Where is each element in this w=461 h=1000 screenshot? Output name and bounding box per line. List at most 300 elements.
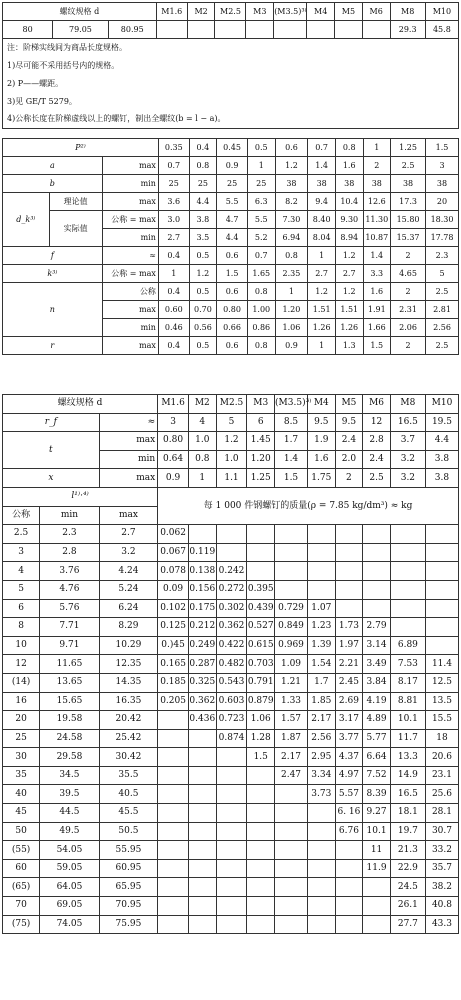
mass-cell: 7.53 — [390, 655, 425, 674]
value-cell: 1.5 — [275, 469, 308, 488]
value-cell: 0.9 — [217, 157, 248, 175]
value-cell: 6.94 — [275, 229, 308, 247]
length-cell: 44.5 — [40, 804, 100, 823]
mass-cell — [158, 748, 189, 767]
param-qualifier: max — [102, 193, 158, 211]
length-cell: 8 — [3, 618, 40, 637]
value-cell: 1.26 — [308, 319, 336, 337]
value-cell: 0.6 — [275, 139, 308, 157]
length-cell: 12 — [3, 655, 40, 674]
param-qualifier: max — [102, 337, 158, 355]
mass-cell: 0.527 — [247, 618, 275, 637]
length-header: l¹⁾·⁴⁾ — [3, 487, 158, 506]
mass-cell — [158, 804, 189, 823]
value-cell: 1 — [308, 247, 336, 265]
mass-cell — [307, 915, 335, 934]
mass-cell — [188, 525, 216, 544]
mass-cell: 13.3 — [390, 748, 425, 767]
value-cell: 8.40 — [308, 211, 336, 229]
mass-cell: 0.102 — [158, 599, 189, 618]
mass-cell: 6. 16 — [335, 804, 363, 823]
mass-cell — [216, 543, 247, 562]
value-cell: 1.1 — [216, 469, 247, 488]
mass-cell: 23.1 — [425, 766, 458, 785]
mass-cell — [335, 525, 363, 544]
mass-cell: 1.28 — [247, 729, 275, 748]
length-cell: 35.5 — [99, 766, 157, 785]
mass-cell: 22.9 — [390, 859, 425, 878]
mass-cell: 25.6 — [425, 785, 458, 804]
mass-cell — [307, 562, 335, 581]
length-cell: 20.42 — [99, 711, 157, 730]
mass-cell: 2.47 — [275, 766, 308, 785]
length-cell: 74.05 — [40, 915, 100, 934]
mass-cell: 0.09 — [158, 580, 189, 599]
length-cell: 50 — [3, 822, 40, 841]
mass-cell — [275, 878, 308, 897]
mass-cell: 14.9 — [390, 766, 425, 785]
table-row — [3, 175, 459, 193]
mass-cell: 0.874 — [216, 729, 247, 748]
size-header: M10 — [425, 395, 458, 414]
value-cell: 1.00 — [247, 301, 275, 319]
param-qualifier: 公称 = max — [102, 211, 158, 229]
value-cell: 9.5 — [307, 413, 335, 432]
mass-cell — [216, 897, 247, 916]
value-cell: 25 — [189, 175, 217, 193]
length-cell: 34.5 — [40, 766, 100, 785]
table-row — [3, 432, 459, 451]
mass-cell: 18.1 — [390, 804, 425, 823]
mass-cell: 0.362 — [216, 618, 247, 637]
mass-cell — [363, 543, 391, 562]
value-cell: 0.5 — [247, 139, 275, 157]
value-cell: 38 — [335, 175, 363, 193]
mass-cell: 2.17 — [307, 711, 335, 730]
mass-cell — [307, 543, 335, 562]
table-row — [3, 157, 459, 175]
length-cell: 40 — [3, 785, 40, 804]
mass-cell: 0.067 — [158, 543, 189, 562]
value-cell: 1.6 — [335, 157, 363, 175]
mass-cell — [216, 915, 247, 934]
length-cell: 5 — [3, 580, 40, 599]
table-row — [3, 525, 459, 544]
mass-cell: 0.969 — [275, 636, 308, 655]
length-cell: 3.2 — [99, 543, 157, 562]
value-cell: 25 — [247, 175, 275, 193]
length-cell: 25.42 — [99, 729, 157, 748]
mass-cell — [335, 878, 363, 897]
length-cell: (75) — [3, 915, 40, 934]
value-cell: 3.0 — [158, 211, 189, 229]
value-cell: 2.81 — [426, 301, 459, 319]
mass-cell — [307, 525, 335, 544]
mass-cell: 0.395 — [247, 580, 275, 599]
table-row — [3, 785, 459, 804]
note-text: 注：阶梯实线间为商品长度规格。 — [3, 39, 459, 57]
mass-cell: 11 — [363, 841, 391, 860]
mass-cell — [275, 525, 308, 544]
value-cell: 1.4 — [275, 450, 308, 469]
param-label: d_k³⁾ — [3, 193, 50, 247]
value-cell: 0.4 — [158, 337, 189, 355]
thread-size-header: 螺纹规格 d — [3, 3, 157, 21]
value-cell: 25 — [158, 175, 189, 193]
mass-cell: 1.87 — [275, 729, 308, 748]
mass-cell: 43.3 — [425, 915, 458, 934]
value-cell: 2.56 — [426, 319, 459, 337]
value-cell: 3.8 — [425, 469, 458, 488]
value-cell: 1.2 — [275, 157, 308, 175]
length-cell: 3.76 — [40, 562, 100, 581]
mass-cell — [158, 711, 189, 730]
value-cell: 1.4 — [308, 157, 336, 175]
mass-cell — [307, 841, 335, 860]
mass-cell: 0.125 — [158, 618, 189, 637]
size-header: (M3.5)³⁾ — [275, 395, 308, 414]
mass-cell: 0.791 — [247, 673, 275, 692]
value-cell: 1 — [363, 139, 391, 157]
value-cell: 0.5 — [189, 337, 217, 355]
mass-cell — [390, 618, 425, 637]
mass-cell — [275, 785, 308, 804]
length-cell: 45 — [3, 804, 40, 823]
mass-cell — [390, 525, 425, 544]
value-cell: 2.4 — [363, 450, 391, 469]
mass-cell: 11.9 — [363, 859, 391, 878]
value-cell: 1.0 — [188, 432, 216, 451]
table-row: 80 79.05 80.95 29.3 45.8 — [3, 21, 459, 39]
mass-cell: 0.325 — [188, 673, 216, 692]
mass-cell: 0.729 — [275, 599, 308, 618]
mass-cell: 1.85 — [307, 692, 335, 711]
mass-cell — [425, 543, 458, 562]
mass-cell: 13.5 — [425, 692, 458, 711]
table-row — [3, 469, 459, 488]
length-cell: 10 — [3, 636, 40, 655]
value-cell: 2.5 — [363, 469, 391, 488]
mass-cell: 4.19 — [363, 692, 391, 711]
mass-cell — [275, 859, 308, 878]
length-cell: 2.5 — [3, 525, 40, 544]
length-cell: 5.76 — [40, 599, 100, 618]
table-row — [3, 729, 459, 748]
value-cell: 2 — [363, 157, 391, 175]
value-cell: 1.6 — [363, 283, 391, 301]
value-cell: 38 — [308, 175, 336, 193]
length-cell: 55.95 — [99, 841, 157, 860]
length-cell: 69.05 — [40, 897, 100, 916]
mass-cell: 28.1 — [425, 804, 458, 823]
value-cell: 9.5 — [335, 413, 363, 432]
mass-cell — [247, 562, 275, 581]
mass-cell — [158, 878, 189, 897]
value-cell: 0.8 — [189, 157, 217, 175]
table-row — [3, 748, 459, 767]
length-cell: 4 — [3, 562, 40, 581]
size-header: M4 — [307, 395, 335, 414]
mass-cell: 7.52 — [363, 766, 391, 785]
value-cell: 5.5 — [247, 211, 275, 229]
mass-title: 每 1 000 件钢螺钉的质量(ρ = 7.85 kg/dm³) ≈ kg — [158, 487, 459, 524]
value-cell: 2.31 — [391, 301, 426, 319]
value-cell: 1.5 — [426, 139, 459, 157]
value-cell: 3.2 — [390, 469, 425, 488]
mass-cell — [158, 915, 189, 934]
value-cell: 1 — [247, 157, 275, 175]
mass-cell — [188, 822, 216, 841]
length-subheader: max — [99, 506, 157, 525]
value-cell: 20 — [426, 193, 459, 211]
mass-cell — [275, 543, 308, 562]
mass-cell: 15.5 — [425, 711, 458, 730]
value-cell: 1.9 — [307, 432, 335, 451]
mass-cell: 10.1 — [363, 822, 391, 841]
value-cell: 1.25 — [391, 139, 426, 157]
param-label: a — [3, 157, 103, 175]
mass-cell: 10.1 — [390, 711, 425, 730]
size-header: M2 — [187, 3, 215, 21]
size-header: M5 — [335, 3, 363, 21]
size-header: M1.6 — [156, 3, 187, 21]
mass-cell: 0.439 — [247, 599, 275, 618]
value-cell: 1.5 — [363, 337, 391, 355]
mass-cell — [390, 562, 425, 581]
value-cell: 0.8 — [247, 337, 275, 355]
mass-cell: 2.95 — [307, 748, 335, 767]
value-cell: 0.4 — [158, 283, 189, 301]
table-row — [3, 580, 459, 599]
length-cell: 3 — [3, 543, 40, 562]
value-cell: 0.86 — [247, 319, 275, 337]
value-cell: 2.8 — [363, 432, 391, 451]
length-cell: 14.35 — [99, 673, 157, 692]
size-header: M4 — [307, 3, 335, 21]
mass-cell — [307, 580, 335, 599]
value-cell: 0.6 — [217, 283, 248, 301]
value-cell: 4.4 — [425, 432, 458, 451]
mass-cell: 11.7 — [390, 729, 425, 748]
mass-cell: 2.56 — [307, 729, 335, 748]
value-cell: 1.26 — [335, 319, 363, 337]
value-cell: 4.65 — [391, 265, 426, 283]
length-cell: 24.58 — [40, 729, 100, 748]
param-label: n — [3, 283, 103, 337]
mass-cell — [216, 766, 247, 785]
mass-cell: 0.436 — [188, 711, 216, 730]
mass-cell — [158, 729, 189, 748]
mass-cell: 1.07 — [307, 599, 335, 618]
length-cell: 54.05 — [40, 841, 100, 860]
mass-cell — [307, 878, 335, 897]
size-header: M6 — [363, 395, 391, 414]
mass-cell — [188, 859, 216, 878]
value-cell: 12.6 — [363, 193, 391, 211]
mass-cell: 11.4 — [425, 655, 458, 674]
value-cell: 0.56 — [189, 319, 217, 337]
mass-cell: 24.5 — [390, 878, 425, 897]
length-cell: (55) — [3, 841, 40, 860]
mass-cell: 3.49 — [363, 655, 391, 674]
param-qualifier: 公称 = max — [102, 265, 158, 283]
mass-cell: 33.2 — [425, 841, 458, 860]
mass-cell: 5.57 — [335, 785, 363, 804]
length-cell: 50.5 — [99, 822, 157, 841]
mass-cell — [307, 859, 335, 878]
mass-cell: 4.97 — [335, 766, 363, 785]
mass-cell: 4.37 — [335, 748, 363, 767]
length-cell: 60 — [3, 859, 40, 878]
value-cell: 1.2 — [335, 247, 363, 265]
mass-cell — [188, 785, 216, 804]
value-cell: 4.4 — [217, 229, 248, 247]
value-cell: 5 — [216, 413, 247, 432]
value-cell: 2.5 — [426, 337, 459, 355]
value-cell: 0.4 — [158, 247, 189, 265]
table-row — [3, 636, 459, 655]
mass-cell — [425, 618, 458, 637]
mass-cell: 2.79 — [363, 618, 391, 637]
value-cell: 2.4 — [335, 432, 363, 451]
length-cell: 6 — [3, 599, 40, 618]
value-cell: 3.2 — [390, 450, 425, 469]
table-row — [3, 211, 459, 229]
mass-cell: 0.603 — [216, 692, 247, 711]
value-cell: 0.7 — [247, 247, 275, 265]
table-row — [3, 766, 459, 785]
mass-cell — [363, 878, 391, 897]
mass-cell: 2.69 — [335, 692, 363, 711]
value-cell: 2 — [335, 469, 363, 488]
length-cell: 9.71 — [40, 636, 100, 655]
mass-cell: 0.205 — [158, 692, 189, 711]
param-sublabel: 理论值 — [49, 193, 102, 211]
length-cell: 2.7 — [99, 525, 157, 544]
mass-cell — [247, 785, 275, 804]
mass-cell — [188, 766, 216, 785]
mass-cell: 19.7 — [390, 822, 425, 841]
mass-cell: 1.33 — [275, 692, 308, 711]
value-cell: 6 — [247, 413, 275, 432]
param-qualifier: max — [99, 469, 157, 488]
value-cell: 0.8 — [335, 139, 363, 157]
length-cell: 4.24 — [99, 562, 157, 581]
mass-cell — [188, 915, 216, 934]
mass-cell: 2.21 — [335, 655, 363, 674]
value-cell: 0.4 — [189, 139, 217, 157]
mass-cell: 6.76 — [335, 822, 363, 841]
mass-cell: 0.543 — [216, 673, 247, 692]
length-cell: 40.5 — [99, 785, 157, 804]
mass-cell — [158, 841, 189, 860]
size-header: M6 — [362, 3, 390, 21]
value-cell: 0.5 — [189, 247, 217, 265]
mass-cell: 1.23 — [307, 618, 335, 637]
mass-cell — [363, 562, 391, 581]
mass-cell — [363, 915, 391, 934]
length-cell: 65.95 — [99, 878, 157, 897]
param-qualifier: min — [102, 319, 158, 337]
size-header: M3 — [247, 395, 275, 414]
mass-cell — [216, 748, 247, 767]
mass-cell — [390, 543, 425, 562]
mass-cell: 1.7 — [307, 673, 335, 692]
mass-cell — [158, 897, 189, 916]
mass-cell — [425, 636, 458, 655]
value-cell: 16.5 — [390, 413, 425, 432]
mass-cell: 21.3 — [390, 841, 425, 860]
mass-cell: 38.2 — [425, 878, 458, 897]
length-cell: 20 — [3, 711, 40, 730]
length-cell: 35 — [3, 766, 40, 785]
mass-cell: 1.97 — [335, 636, 363, 655]
value-cell: 8.94 — [335, 229, 363, 247]
table-row — [3, 859, 459, 878]
mass-cell — [216, 878, 247, 897]
length-cell: 25 — [3, 729, 40, 748]
mass-cell: 30.7 — [425, 822, 458, 841]
param-label: f — [3, 247, 103, 265]
mass-cell — [335, 859, 363, 878]
value-cell: 0.7 — [308, 139, 336, 157]
mass-cell — [307, 822, 335, 841]
value-cell: 38 — [363, 175, 391, 193]
table-row — [3, 804, 459, 823]
value-cell: 0.6 — [217, 247, 248, 265]
mass-cell — [247, 878, 275, 897]
param-qualifier: max — [102, 157, 158, 175]
mass-cell: 2.45 — [335, 673, 363, 692]
param-label: b — [3, 175, 103, 193]
mass-cell — [363, 580, 391, 599]
value-cell: 4.7 — [217, 211, 248, 229]
value-cell: 8.04 — [308, 229, 336, 247]
mass-cell — [335, 915, 363, 934]
value-cell: 38 — [426, 175, 459, 193]
mass-cell — [335, 543, 363, 562]
value-cell: 1.2 — [308, 283, 336, 301]
mass-cell — [247, 841, 275, 860]
value-cell: 17.3 — [391, 193, 426, 211]
value-cell: 9.30 — [335, 211, 363, 229]
mass-cell: 0.156 — [188, 580, 216, 599]
mass-cell: 3.14 — [363, 636, 391, 655]
mass-cell: 0.249 — [188, 636, 216, 655]
param-label: k³⁾ — [3, 265, 103, 283]
value-cell: 0.8 — [188, 450, 216, 469]
note-text: 3)见 GE/T 5279。 — [3, 93, 459, 111]
param-sublabel: 实际值 — [49, 211, 102, 247]
length-cell: 12.35 — [99, 655, 157, 674]
table-row — [3, 878, 459, 897]
table-row — [3, 193, 459, 211]
value-cell: 1.2 — [189, 265, 217, 283]
param-qualifier: 公称 — [102, 283, 158, 301]
mass-cell: 0.165 — [158, 655, 189, 674]
value-cell: 12 — [363, 413, 391, 432]
mass-cell — [216, 525, 247, 544]
top-table — [2, 2, 459, 129]
length-cell: 13.65 — [40, 673, 100, 692]
mass-cell — [335, 599, 363, 618]
length-cell: 70 — [3, 897, 40, 916]
param-qualifier: max — [102, 301, 158, 319]
value-cell: 0.46 — [158, 319, 189, 337]
value-cell: 1.7 — [275, 432, 308, 451]
mass-cell — [247, 804, 275, 823]
mass-cell — [158, 766, 189, 785]
